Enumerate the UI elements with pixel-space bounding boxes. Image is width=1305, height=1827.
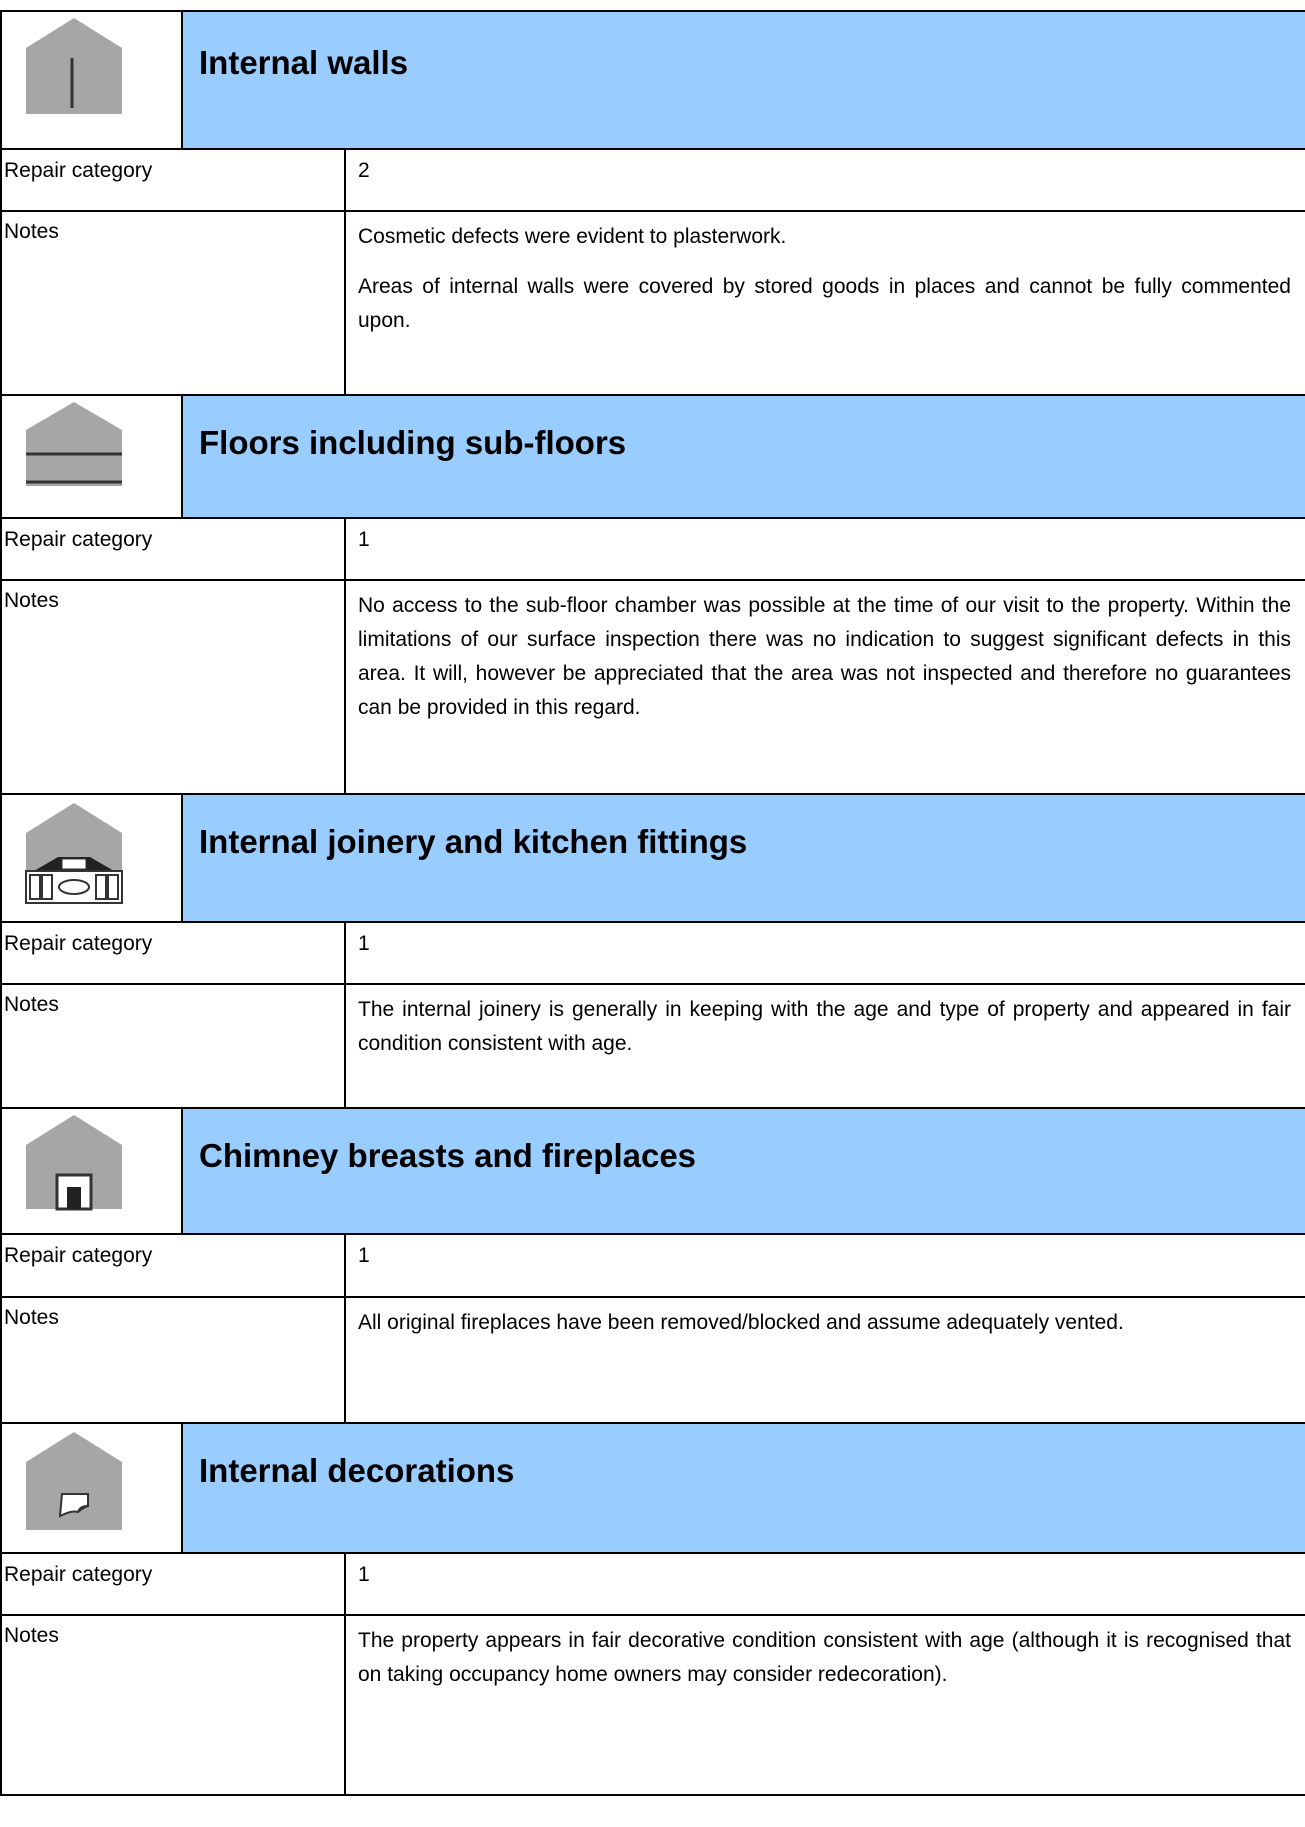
notes-paragraph: All original fireplaces have been removed/blocked and assume adequately vented. bbox=[358, 1311, 1124, 1334]
house-fireplace-icon bbox=[24, 1113, 124, 1213]
notes-row bbox=[0, 1616, 1305, 1796]
notes-row bbox=[0, 1298, 1305, 1424]
notes-paragraph: No access to the sub-floor chamber was possible at the time of our visit to the property. Within the limitations of our surface inspection there was no indication to suggest significant defects in this area. It will, however be appreciated that the area was not inspected and therefore no guarantees can be provided in this regard. bbox=[358, 594, 1291, 719]
notes-text bbox=[346, 212, 1305, 394]
notes-row bbox=[0, 985, 1305, 1109]
house-decorations-icon bbox=[24, 1428, 124, 1538]
section-header-floors bbox=[0, 396, 1305, 519]
repair-category-label: Repair category bbox=[2, 519, 346, 579]
section-title: Floors including sub-floors bbox=[199, 424, 627, 461]
house-joinery-icon bbox=[24, 799, 124, 909]
repair-category-row bbox=[0, 1554, 1305, 1616]
repair-category-row bbox=[0, 1235, 1305, 1298]
section-title: Internal joinery and kitchen fittings bbox=[199, 823, 748, 860]
repair-category-label: Repair category bbox=[2, 1554, 346, 1614]
notes-label: Notes bbox=[2, 985, 346, 1107]
notes-text bbox=[346, 1298, 1305, 1422]
notes-label: Notes bbox=[2, 1298, 346, 1422]
repair-category-row bbox=[0, 150, 1305, 212]
section-title: Internal walls bbox=[199, 44, 409, 81]
house-floor-icon bbox=[24, 400, 124, 490]
notes-paragraph: The internal joinery is generally in keeping with the age and type of property and appeared in fair condition consistent with age. bbox=[358, 998, 1291, 1055]
repair-category-value: 1 bbox=[358, 528, 370, 551]
section-header-internal-walls bbox=[0, 10, 1305, 150]
repair-category-value: 2 bbox=[358, 159, 370, 182]
notes-label: Notes bbox=[2, 212, 346, 394]
repair-category-value: 1 bbox=[358, 1244, 370, 1267]
notes-paragraph: Areas of internal walls were covered by stored goods in places and cannot be fully commented upon. bbox=[358, 275, 1291, 332]
repair-category-value: 1 bbox=[358, 1563, 370, 1586]
notes-paragraph: The property appears in fair decorative condition consistent with age (although it is recognised that on taking occupancy home owners may consider redecoration). bbox=[358, 1629, 1291, 1686]
notes-text bbox=[346, 985, 1305, 1107]
repair-category-label: Repair category bbox=[2, 923, 346, 983]
survey-document bbox=[0, 10, 1305, 1796]
notes-label: Notes bbox=[2, 1616, 346, 1794]
section-title: Chimney breasts and fireplaces bbox=[199, 1137, 697, 1174]
section-header-decorations bbox=[0, 1424, 1305, 1554]
house-wall-icon bbox=[24, 16, 124, 116]
repair-category-label: Repair category bbox=[2, 1235, 346, 1296]
repair-category-row bbox=[0, 519, 1305, 581]
repair-category-row bbox=[0, 923, 1305, 985]
notes-paragraph: Cosmetic defects were evident to plasterwork. bbox=[358, 225, 787, 248]
section-header-chimney bbox=[0, 1109, 1305, 1235]
notes-text bbox=[346, 581, 1305, 793]
notes-text bbox=[346, 1616, 1305, 1794]
notes-label: Notes bbox=[2, 581, 346, 793]
repair-category-value: 1 bbox=[358, 932, 370, 955]
notes-row bbox=[0, 212, 1305, 396]
repair-category-label: Repair category bbox=[2, 150, 346, 210]
notes-row bbox=[0, 581, 1305, 795]
section-header-joinery bbox=[0, 795, 1305, 923]
section-title: Internal decorations bbox=[199, 1452, 515, 1489]
